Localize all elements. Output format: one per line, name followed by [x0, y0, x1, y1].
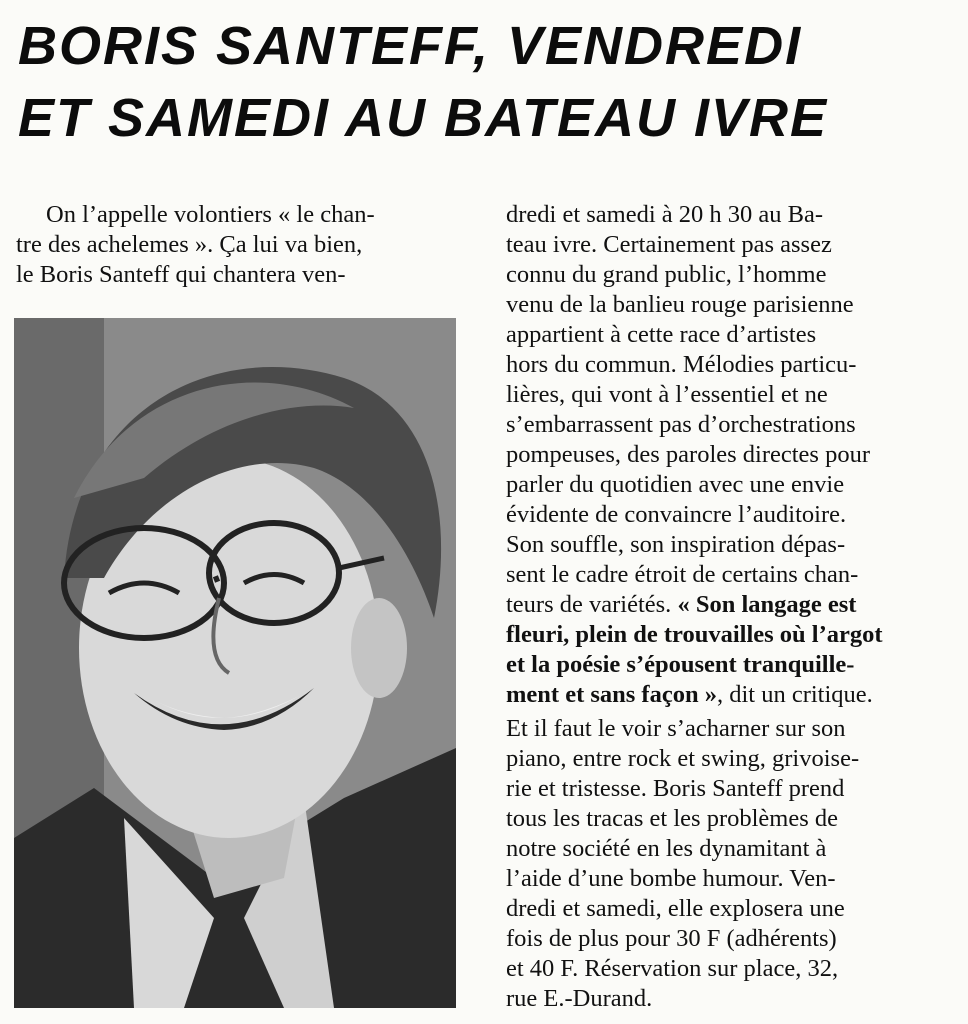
article-line: rie et tristesse. Boris Santeff prend [506, 775, 845, 802]
headline [18, 10, 958, 154]
article-line: lières, qui vont à l’essentiel et ne [506, 381, 828, 408]
article-line: tre des achelemes ». Ça lui va bien, [16, 231, 363, 258]
article-line: Son souffle, son inspiration dépas- [506, 531, 846, 558]
article-line: hors du commun. Mélodies particu- [506, 351, 857, 378]
article-line: tous les tracas et les problèmes de [506, 805, 839, 832]
article-text: teurs de variétés. [506, 591, 672, 618]
article-line: connu du grand public, l’homme [506, 261, 827, 288]
article-line: sent le cadre étroit de certains chan- [506, 561, 859, 588]
article-intro [16, 200, 456, 290]
article-line: Et il faut le voir s’acharner sur son [506, 715, 846, 742]
article-line-with-quote [506, 590, 946, 620]
article-line: et 40 F. Réservation sur place, 32, [506, 955, 839, 982]
article-line: s’embarrassent pas d’orchestrations [506, 411, 856, 438]
article-line: venu de la banlieu rouge parisienne [506, 291, 854, 318]
headline-line-2: ET SAMEDI AU BATEAU IVRE [18, 88, 829, 148]
article-line: dredi et samedi à 20 h 30 au Ba- [506, 201, 824, 228]
article-line: rue E.-Durand. [506, 985, 653, 1012]
article-line: notre société en les dynamitant à [506, 835, 827, 862]
article-line-quote-end [506, 680, 946, 710]
quote-attribution: , dit un critique. [716, 681, 873, 708]
article-line: On l’appelle volontiers « le chan- [46, 201, 375, 228]
article-line: teau ivre. Certainement pas assez [506, 231, 832, 258]
article-line: le Boris Santeff qui chantera ven- [16, 261, 346, 288]
article-line: piano, entre rock et swing, grivoise- [506, 745, 860, 772]
article-body [506, 200, 946, 1014]
article-line: pompeuses, des paroles directes pour [506, 441, 870, 468]
headline-line-1: BORIS SANTEFF, VENDREDI [18, 16, 803, 76]
critic-quote-line: fleuri, plein de trouvailles où l’argot [506, 621, 883, 648]
critic-quote-end: ment et sans façon » [506, 681, 717, 708]
portrait-illustration [14, 318, 456, 1008]
article-line: appartient à cette race d’artistes [506, 321, 817, 348]
critic-quote-start: « Son langage est [677, 591, 857, 618]
critic-quote-line: et la poésie s’épousent tranquille- [506, 651, 855, 678]
portrait-photo [14, 318, 456, 1008]
article-line: parler du quotidien avec une envie [506, 471, 845, 498]
article-line: dredi et samedi, elle explosera une [506, 895, 845, 922]
article-line: l’aide d’une bombe humour. Ven- [506, 865, 836, 892]
article-line: évidente de convaincre l’auditoire. [506, 501, 847, 528]
article-line: fois de plus pour 30 F (adhérents) [506, 925, 837, 952]
